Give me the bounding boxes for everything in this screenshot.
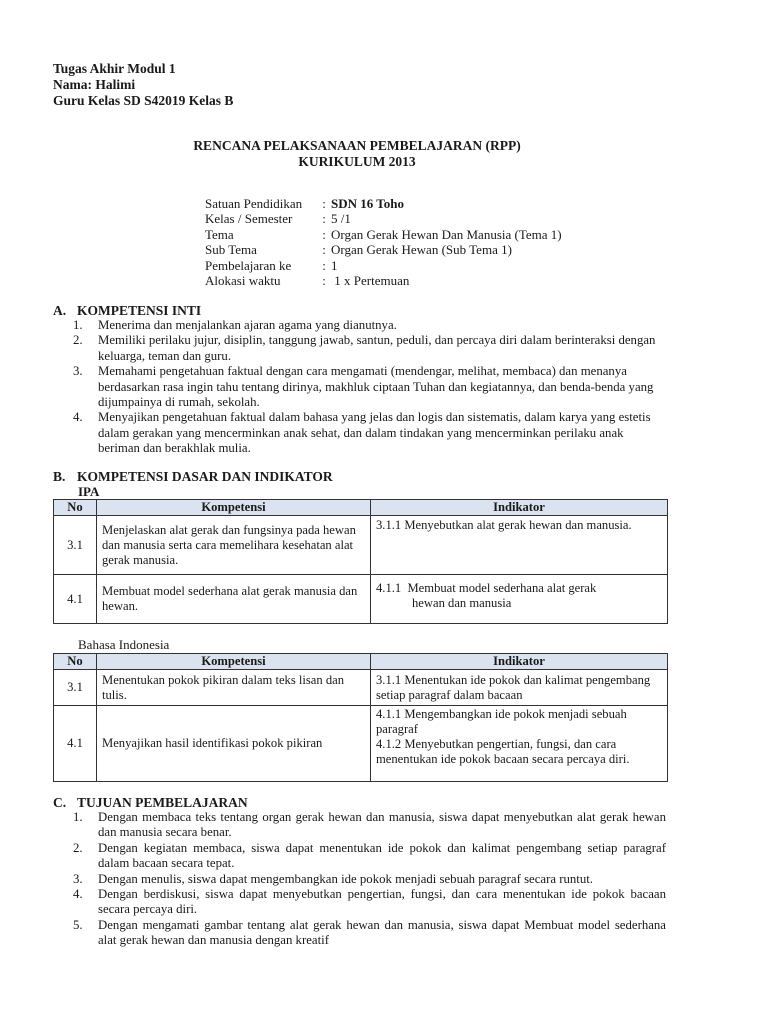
identity-value: SDN 16 Toho [331,196,404,211]
indikator-line: hewan dan manusia [412,596,512,610]
column-header-indikator: Indikator [371,654,668,670]
item-number: 3. [73,871,83,886]
item-text: Dengan menulis, siswa dapat mengembangkan ide pokok menjadi sebuah paragraf secara runtut. [98,871,594,886]
section-letter: A. [53,303,67,318]
identity-row [205,211,562,226]
author-header [53,61,233,109]
list-item [73,364,666,410]
table-row [54,670,668,706]
identity-colon: : [322,257,326,273]
identity-table [205,196,562,288]
item-text: Memiliki perilaku jujur, disiplin, tanggung jawab, santun, peduli, dan percaya diri dalam berinteraksi dengan keluarga, teman dan guru. [98,333,656,363]
identity-colon: : [322,196,326,211]
item-text: Dengan membaca teks tentang organ gerak hewan dan manusia, siswa dapat menyebutkan alat gerak hewan dan manusia secara benar. [98,810,666,840]
list-item [73,333,666,364]
row-kompetensi: Menjelaskan alat gerak dan fungsinya pada hewan dan manusia serta cara memelihara kesehatan alat gerak manusia. [97,516,371,575]
list-item [73,887,666,918]
identity-key: Pembelajaran ke [205,257,292,273]
section-title: KOMPETENSI DASAR DAN INDIKATOR [77,469,333,484]
item-number: 1. [73,810,83,824]
list-item [73,871,666,887]
row-indikator: 3.1.1 Menentukan ide pokok dan kalimat pengembang setiap paragraf dalam bacaan [371,670,668,706]
item-number: 3. [73,364,83,379]
item-text: Menerima dan menjalankan ajaran agama yang dianutnya. [98,318,397,332]
tujuan-pembelajaran-list [73,810,666,949]
identity-row [205,242,562,257]
row-number: 4.1 [54,575,97,624]
document-title: RENCANA PELAKSANAAN PEMBELAJARAN (RPP) [193,138,521,153]
item-number: 2. [73,840,83,855]
column-header-no: No [54,500,97,516]
section-title: KOMPETENSI INTI [77,303,202,318]
ipa-label: IPA [78,484,100,499]
item-text: Dengan kegiatan membaca, siswa dapat menentukan ide pokok dan kalimat pengembang setiap paragraf dalam bacaan secara tepat. [98,840,666,871]
row-indikator [371,706,668,782]
column-header-no: No [54,654,97,670]
identity-key: Tema [205,226,234,242]
list-item [73,410,666,456]
row-number: 3.1 [54,670,97,706]
section-c-heading [53,795,248,811]
column-header-indikator: Indikator [371,500,668,516]
identity-colon: : [322,242,326,258]
item-text: Menyajikan pengetahuan faktual dalam bahasa yang jelas dan logis dan sistematis, dalam karya yang estetis dalam gerakan yang mencerminkan anak sehat, dan dalam tindakan yang mencerminkan perilaku anak beriman dan berakhlak mulia. [98,410,651,456]
indikator-line: 4.1.1 Mengembangkan ide pokok menjadi sebuah paragraf [376,707,627,736]
item-number: 4. [73,887,83,902]
column-header-kompetensi: Kompetensi [97,654,371,670]
identity-row [205,227,562,242]
table-header-row [54,500,668,516]
identity-value: 1 x Pertemuan [331,273,410,289]
indikator-line: 4.1.1 Membuat model sederhana alat gerak [376,581,597,595]
identity-value: 5 /1 [331,211,351,227]
table-header-row [54,654,668,670]
document-subtitle: KURIKULUM 2013 [298,154,416,169]
indikator-line: 4.1.2 Menyebutkan pengertian, fungsi, dan cara menentukan ide pokok bacaan secara percaya diri. [376,737,630,766]
section-letter: C. [53,795,67,810]
kompetensi-inti-list [73,318,666,457]
list-item [73,318,666,333]
identity-key: Satuan Pendidikan [205,196,303,211]
item-number: 4. [73,410,83,425]
identity-row [205,273,562,288]
list-item [73,810,666,841]
identity-colon: : [322,211,326,227]
author-class: Guru Kelas SD S42019 Kelas B [53,93,234,108]
row-indikator: 3.1.1 Menyebutkan alat gerak hewan dan manusia. [371,516,668,575]
item-text: Memahami pengetahuan faktual dengan cara mengamati (mendengar, melihat, membaca) dan menanya berdasarkan rasa ingin tahu tentang dirinya, makhluk ciptaan Tuhan dan kegiatannya, dan benda-benda yang dijumpainya di rumah, sekolah. [98,364,654,410]
identity-key: Kelas / Semester [205,211,293,227]
row-kompetensi: Menentukan pokok pikiran dalam teks lisan dan tulis. [97,670,371,706]
identity-key: Alokasi waktu [205,273,281,289]
list-item [73,840,666,872]
section-b-heading [53,469,333,485]
row-kompetensi: Menyajikan hasil identifikasi pokok pikiran [97,706,371,782]
item-number: 2. [73,333,83,348]
row-indikator [371,575,668,624]
row-number: 3.1 [54,516,97,575]
assignment-title: Tugas Akhir Modul 1 [53,61,176,76]
table-row [54,706,668,782]
item-text: Dengan berdiskusi, siswa dapat menyebutkan pengertian, fungsi, dan cara menentukan ide pokok bacaan secara percaya diri. [98,887,666,917]
ipa-competency-table [53,499,668,624]
section-a-heading [53,303,201,319]
bahasa-indonesia-label: Bahasa Indonesia [78,637,170,652]
row-number: 4.1 [54,706,97,782]
identity-colon: : [322,273,326,289]
bahasa-indonesia-competency-table [53,653,668,782]
list-item [73,917,666,949]
identity-key: Sub Tema [205,242,257,258]
table-row [54,575,668,624]
row-kompetensi: Membuat model sederhana alat gerak manusia dan hewan. [97,575,371,624]
table-row [54,516,668,575]
item-number: 5. [73,917,83,932]
identity-row [205,258,562,273]
item-text: Dengan mengamati gambar tentang alat gerak hewan dan manusia, siswa dapat Membuat model sederhana alat gerak hewan dan manusia dengan kreatif [98,917,666,948]
identity-value: 1 [331,257,338,273]
section-title: TUJUAN PEMBELAJARAN [77,795,248,810]
item-number: 1. [73,318,83,332]
author-name: Nama: Halimi [53,77,136,92]
identity-row [205,196,562,211]
identity-colon: : [322,226,326,242]
identity-value: Organ Gerak Hewan Dan Manusia (Tema 1) [331,226,562,242]
section-letter: B. [53,469,66,484]
column-header-kompetensi: Kompetensi [97,500,371,516]
identity-value: Organ Gerak Hewan (Sub Tema 1) [331,242,512,258]
